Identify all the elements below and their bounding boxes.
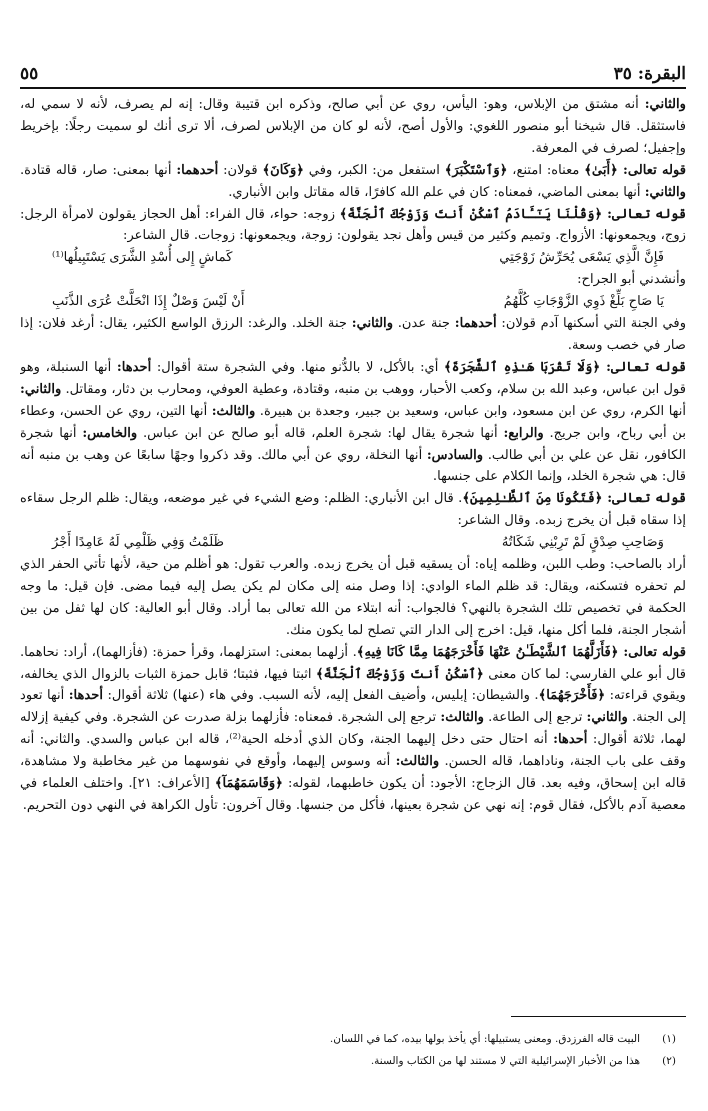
text-run: أي: بالأكل، لا بالدُّنو منها. وفي الشجرة ستة أقوال: — [151, 359, 445, 375]
text-run: أنها بمعنى الماضي، فمعناه: كان في علم الله كافرًا، قاله مقاتل وابن الأنباري. — [228, 184, 645, 200]
verse-second-hemistich: ظَلَمْتُ وَفِي ظَلْمِي لَهُ عَامِدًا أَجْرُ — [52, 535, 225, 551]
paragraph — [20, 269, 686, 291]
main-text — [20, 94, 686, 1009]
text-run: أنها السنبلة، وهو قول ابن عباس، وعبد الله بن سلام، وكعب الأحبار، ووهب بن منبه، وقتادة، وعطية العوفي، ومحارب بن دثار، ومقاتل. — [20, 359, 686, 397]
bold-label: والثاني: — [644, 184, 686, 200]
page-header — [20, 58, 686, 84]
bold-label: والثالث: — [211, 403, 256, 419]
text-run: . قال ابن الأنباري: الظلم: وضع الشيء في غير موضعه، ويقال: ظلم الرجل سقاءه إذا سقاه قبل أن يخرج زبده. وقال الشاعر: — [20, 491, 686, 529]
bold-label: والثاني: — [20, 381, 62, 397]
paragraph — [20, 313, 686, 357]
bold-label: والثالث: — [440, 710, 484, 726]
text-run: . أزلهما بمعنى: استزلهما، وقرأ حمزة: (فأزالهما)، أراد: نحاهما. قال أبو علي الفارسي: لما كان معنى — [20, 644, 686, 682]
bold-label: قوله تعالى: — [602, 491, 686, 507]
text-run: أنها تعود إلى الجنة. — [20, 688, 686, 726]
bold-label: والسادس: — [426, 447, 484, 463]
quran-quote: ﴿وَٱسْتَكْبَرَ﴾ — [444, 162, 508, 178]
quran-quote: ﴿ٱسْكُنْ أَنتَ وَزَوْجُكَ ٱلْجَنَّةَ﴾ — [315, 666, 484, 682]
text-run: معناه: امتنع، — [507, 162, 585, 178]
footnote — [20, 1028, 686, 1050]
text-run: . والشيطان: إبليس، وأضيف الفعل إليه، لأنه السبب. وفي هاء (عنها) ثلاثة أقوال: — [103, 688, 539, 704]
paragraph — [20, 204, 686, 248]
verse-first-hemistich: وَصَاحِبِ صِدْقٍ لَمْ تَرِبْنِي شَكَاتُهُ — [501, 535, 664, 551]
bold-label: والرابع: — [503, 425, 544, 441]
header-rule — [20, 87, 686, 89]
paragraph — [20, 160, 686, 204]
quran-quote: ﴿وَكَانَ﴾ — [262, 162, 304, 178]
bold-label: والثاني: — [644, 97, 686, 112]
bold-label: والثالث: — [395, 754, 440, 770]
bold-label: قوله تعالى: — [602, 206, 686, 222]
bold-label: قوله تعالى: — [617, 162, 686, 178]
quran-quote: ﴿فَتَكُونَا مِنَ ٱلظَّـٰلِمِينَ﴾ — [462, 491, 603, 507]
verse-second-hemistich: كَماشٍ إِلى أُسْدِ الشَّرَى يَسْتَبِيلُها⁽¹⁾ — [52, 250, 233, 266]
text-run: أنه احتال حتى دخل إليهما الجنة، وكان الذي أدخله الحية⁽²⁾، قاله ابن عباس والسدي. والثاني: أنه وقف على باب الجنة، وناداهما، قاله الحسن. — [20, 732, 686, 770]
text-run: استفعل من: الكبر، وفي — [303, 162, 445, 178]
paragraph — [20, 554, 686, 642]
text-run: جنة عدن. — [393, 316, 455, 332]
text-run: زوجه: حواء، قال الفراء: أهل الحجاز يقولون لامرأة الرجل: زوج، ويجمعونها: الأزواج. وتميم وكثير من قيس وأهل نجد يقولون: زوجة، ويجمعونها: زوجات. قال الشاعر: — [20, 206, 686, 244]
bold-label: والثاني: — [586, 710, 628, 726]
paragraph — [20, 488, 686, 532]
quran-quote: ﴿أَبَىٰ﴾ — [584, 162, 618, 178]
quran-quote: ﴿وَقُلْنَا يَـٰٓـَٔادَمُ ٱسْكُنْ أَنتَ وَزَوْجُكَ ٱلْجَنَّةَ﴾ — [339, 206, 603, 222]
text-run: أراد بالصاحب: وطب اللبن، وظلمه إياه: أن يسقيه قبل أن يخرج زبده. والعرب تقول: هو أظلم من حية، لأنها تأتي الحفر الذي لم تحفره فتسكنه، ويقال: قد ظلم الماء الوادي: إذا وصل منه إلى مكان لم يكن يصل إليه فيما مضى. فإن قيل: ما وجه الحكمة في تخصيص تلك الشجرة بالنهي؟ فالجواب: أنه ابتلاء من الله تعالى بما أراد. وقال أبو العالية: كان لها ثفل من بين أشجار الجنة، فلما أكل منها، قيل: اخرج إلى الدار التي تصلح لما يكون منك. — [20, 557, 686, 638]
text-run: ترجع إلى الشجرة. فمعناه: فأزلهما بزلة صدرت عن الشجرة. وفي كيفية إزلاله لهما، ثلاثة أقوال: — [20, 710, 686, 748]
text-run: ترجع إلى الطاعة. — [483, 710, 587, 726]
footnote-text: البيت قاله الفرزدق. ومعنى يستبيلها: أي يأخذ بولها بيده، كما في اللسان. — [329, 1033, 640, 1045]
text-run: أنه مشتق من الإبلاس، وهو: اليأس، روي عن أبي صالح، وذكره ابن قتيبة وقال: إنه لم يصرف، لأنه لا سمي له، فاستثقل. قال شيخنا أبو منصور اللغوي: والأول أصح، لأنه لو كان من الإبلاس لصرف، ألا ترى أنك لو سميت رجلًا: بإخريط وإجفيل؛ لصرف في المعرفة. — [20, 97, 686, 156]
poem-verse — [20, 532, 686, 554]
text-run: [الأعراف: ٢١]. واختلف العلماء في معصية آدم بالأكل، فقال قوم: إنه نهي عن شجرة بعينها، فأكل من جنسها. وقال آخرون: تأول الكراهة في النهي دون التحريم. — [20, 776, 686, 813]
text-run: أنه وسوس إليهما، وأوقع في نفوسهما من غير مخاطبة ولا مشاهدة، قاله ابن إسحاق، وفيه بعد. قال الزجاج: الأجود: أن يكون خاطبهما، لقوله: — [20, 754, 686, 792]
bold-label: قوله تعالى: — [618, 644, 686, 660]
bold-label: والثاني: — [351, 316, 394, 332]
paragraph — [20, 357, 686, 488]
text-run: اثبتا فيها، فثبتا؛ قابل حمزة الثبات بالزوال الذي يخالفه، ويقوي قراءته: — [20, 666, 686, 704]
footnote — [20, 1050, 686, 1072]
text-run: أنها بمعنى: صار، قاله قتادة. — [20, 162, 177, 178]
footnote-text: هذا من الأخبار الإسرائيلية التي لا مستند لها من الكتاب والسنة. — [370, 1055, 640, 1067]
text-run: أنها شجرة يقال لها: شجرة العلم، قاله أبو صالح عن ابن عباس. — [137, 425, 504, 441]
paragraph — [20, 94, 686, 160]
footnote-number: (٢) — [662, 1055, 676, 1067]
running-title: البقرة: ٣٥ — [613, 64, 686, 84]
page-number: ٥٥ — [20, 64, 39, 84]
page — [20, 0, 686, 1111]
bold-label: والخامس: — [82, 425, 138, 441]
poem-verse — [20, 247, 686, 269]
text-run: أنها الكرم، روي عن ابن مسعود، وابن عباس، وسعيد بن جبير، وجعدة بن هبيرة. — [255, 403, 686, 419]
footnotes — [20, 1028, 686, 1072]
bold-label: قوله تعالى: — [600, 359, 686, 375]
paragraph — [20, 642, 686, 817]
poem-verse — [20, 291, 686, 313]
text-run: أنها شجرة الكافور، نقل عن علي بن أبي طالب. — [20, 425, 686, 463]
text-run: أنها التين، روي عن الحسن، وعطاء بن أبي رباح، وابن جريج. — [20, 403, 686, 441]
footnote-number: (١) — [662, 1033, 676, 1045]
bold-label: أحدها: — [68, 688, 104, 704]
quran-quote: ﴿وَلَا تَقْرَبَا هَـٰذِهِ ٱلشَّجَرَةَ﴾ — [444, 359, 601, 375]
text-run: وأنشدني أبو الجراح: — [577, 272, 686, 288]
bold-label: أحدها: — [116, 359, 152, 375]
text-run: أنها النخلة، روي عن أبي مالك. وقد ذكروا وجهًا سابعًا عن وهب بن منبه أنه قال: هي شجرة الخلد، وإنما الكلام على جنسها. — [20, 447, 686, 485]
quran-quote: ﴿فَأَخْرَجَهُمَا﴾ — [538, 688, 606, 704]
verse-second-hemistich: أَنْ لَيْسَ وَصْلٌ إِذَا انْحَلَّتْ عُرَى الذَّنَبِ — [52, 294, 245, 310]
quran-quote: ﴿فَأَزَلَّهُمَا ٱلشَّيْطَـٰنُ عَنْهَا فَأَخْرَجَهُمَا مِمَّا كَانَا فِيهِ﴾ — [356, 644, 619, 660]
footnote-rule — [511, 1016, 686, 1017]
verse-first-hemistich: فَإِنَّ الَّذِي يَسْعَى يُحَرِّشُ زَوْجَتِي — [499, 250, 664, 266]
text-run: وفي الجنة التي أسكنها آدم قولان: — [496, 316, 686, 332]
bold-label: أحدها: — [553, 732, 588, 748]
bold-label: أحدهما: — [454, 316, 497, 332]
quran-quote: ﴿وَقَاسَمَهُمَآ﴾ — [214, 776, 283, 792]
text-run: جنة الخلد. والرغد: الرزق الواسع الكثير، يقال: أرغد فلان: إذا صار في خصب وسعة. — [20, 316, 686, 353]
bold-label: أحدهما: — [176, 162, 219, 178]
text-run: قولان: — [218, 162, 263, 178]
verse-first-hemistich: يَا صَاحِ بَلِّغْ ذَوِي الزَّوْجَاتِ كُلَّهُمُ — [503, 294, 664, 310]
